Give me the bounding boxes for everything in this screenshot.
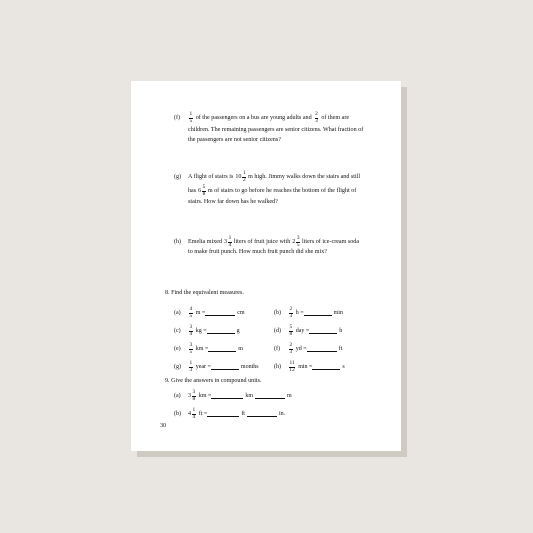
target-unit: s (342, 364, 345, 371)
target-unit: min (333, 310, 343, 317)
fraction: $\frac{1}{3}$ (189, 360, 193, 373)
fraction: $\frac{3}{5}$ (296, 235, 300, 248)
answer-blank[interactable] (307, 346, 337, 352)
fraction: $\frac{5}{8}$ (289, 324, 293, 337)
item-label: (g) (174, 364, 181, 371)
page-number: 30 (160, 423, 167, 429)
fraction: $\frac{3}{4}$ (189, 324, 193, 337)
fraction: $\frac{1}{5}$ (189, 111, 193, 124)
from-unit: min = (298, 364, 313, 371)
target-unit: m (238, 346, 243, 353)
item-label: (c) (174, 328, 181, 335)
compound-item: (b) 4 $\frac{1}{4}$ ft = ft in. (174, 407, 286, 420)
answer-blank[interactable] (309, 328, 337, 334)
measure-item (274, 361, 345, 373)
item-label: (h) (274, 364, 281, 371)
fraction: $\frac{11}{12}$ (289, 360, 295, 373)
problem-label: (g) (174, 173, 181, 180)
from-unit: year = (195, 364, 211, 371)
fraction: $\frac{4}{5}$ (189, 306, 193, 319)
from-unit: km = (198, 393, 212, 400)
item-label: (d) (274, 328, 281, 335)
problem-f: (f) $\frac{1}{5}$ of the passengers on a bus are young adults and $\frac{2}{3}$ of them are children. The remaining passengers are senior citizens. What fraction of the passengers are not senior citizens? (174, 111, 364, 144)
target-unit: cm (237, 310, 245, 317)
from-unit: m = (195, 310, 206, 317)
item-label: (a) (174, 310, 181, 317)
answer-blank[interactable] (247, 411, 277, 417)
compound-item: (a) 3 $\frac{3}{8}$ km = km m (174, 389, 292, 402)
from-unit: day = (295, 328, 310, 335)
target-unit: h (339, 328, 343, 335)
from-unit: km = (195, 346, 209, 353)
fraction: $\frac{5}{8}$ (202, 184, 206, 197)
from-unit: kg = (195, 328, 207, 335)
answer-blank[interactable] (304, 310, 332, 316)
measure-item (174, 343, 243, 355)
answer-blank[interactable] (205, 310, 235, 316)
item-label: (a) (174, 393, 181, 400)
item-label: (b) (274, 310, 281, 317)
fraction: $\frac{3}{8}$ (192, 389, 196, 402)
fraction: $\frac{1}{4}$ (192, 407, 196, 420)
question-8-heading: 8. Find the equivalent measures. (165, 290, 244, 296)
fraction: $\frac{3}{5}$ (189, 342, 193, 355)
fraction: $\frac{1}{2}$ (242, 170, 246, 183)
answer-blank[interactable] (211, 364, 239, 370)
target-unit: months (240, 364, 259, 371)
worksheet-page (131, 81, 401, 451)
from-unit: ft = (198, 411, 208, 418)
from-unit: h = (295, 310, 304, 317)
problem-h: (h) Emelia mixed 3 $\frac{1}{4}$ liters of fruit juice with 2 $\frac{3}{5}$ liters of ice-cream soda to make fruit punch. How much fruit punch did she mix? (174, 235, 360, 256)
problem-g: (g) A flight of stairs is 10 $\frac{1}{2}$ m high. Jimmy walks down the stairs and still has 6 $\frac{5}{8}$ m of stairs to go before he reaches the bottom of the flight of stairs. How far down has he walked? (174, 170, 361, 206)
measure-item (274, 343, 342, 355)
answer-blank[interactable] (207, 328, 235, 334)
measure-item (174, 325, 240, 337)
answer-blank[interactable] (207, 411, 239, 417)
measure-item (174, 361, 259, 373)
target-unit: g (236, 328, 240, 335)
unit-2: in. (278, 411, 286, 418)
unit-2: m (286, 393, 292, 400)
from-unit: yd = (295, 346, 307, 353)
answer-blank[interactable] (312, 364, 340, 370)
answer-blank[interactable] (255, 393, 285, 399)
fraction: $\frac{2}{3}$ (289, 306, 293, 319)
fraction: $\frac{2}{3}$ (289, 342, 293, 355)
measure-item (274, 325, 342, 337)
unit-1: ft (241, 411, 245, 418)
problem-label: (f) (174, 114, 180, 121)
fraction: $\frac{1}{4}$ (228, 235, 232, 248)
measure-item (174, 307, 245, 319)
item-label: (f) (274, 346, 280, 353)
fraction: $\frac{2}{3}$ (315, 111, 318, 124)
item-label: (e) (174, 346, 181, 353)
answer-blank[interactable] (208, 346, 236, 352)
answer-blank[interactable] (211, 393, 243, 399)
unit-1: km (245, 393, 253, 400)
target-unit: ft (338, 346, 343, 353)
question-9-heading: 9. Give the answers in compound units. (165, 378, 262, 384)
item-label: (b) (174, 411, 181, 418)
measure-item (274, 307, 343, 319)
problem-label: (h) (174, 238, 181, 245)
